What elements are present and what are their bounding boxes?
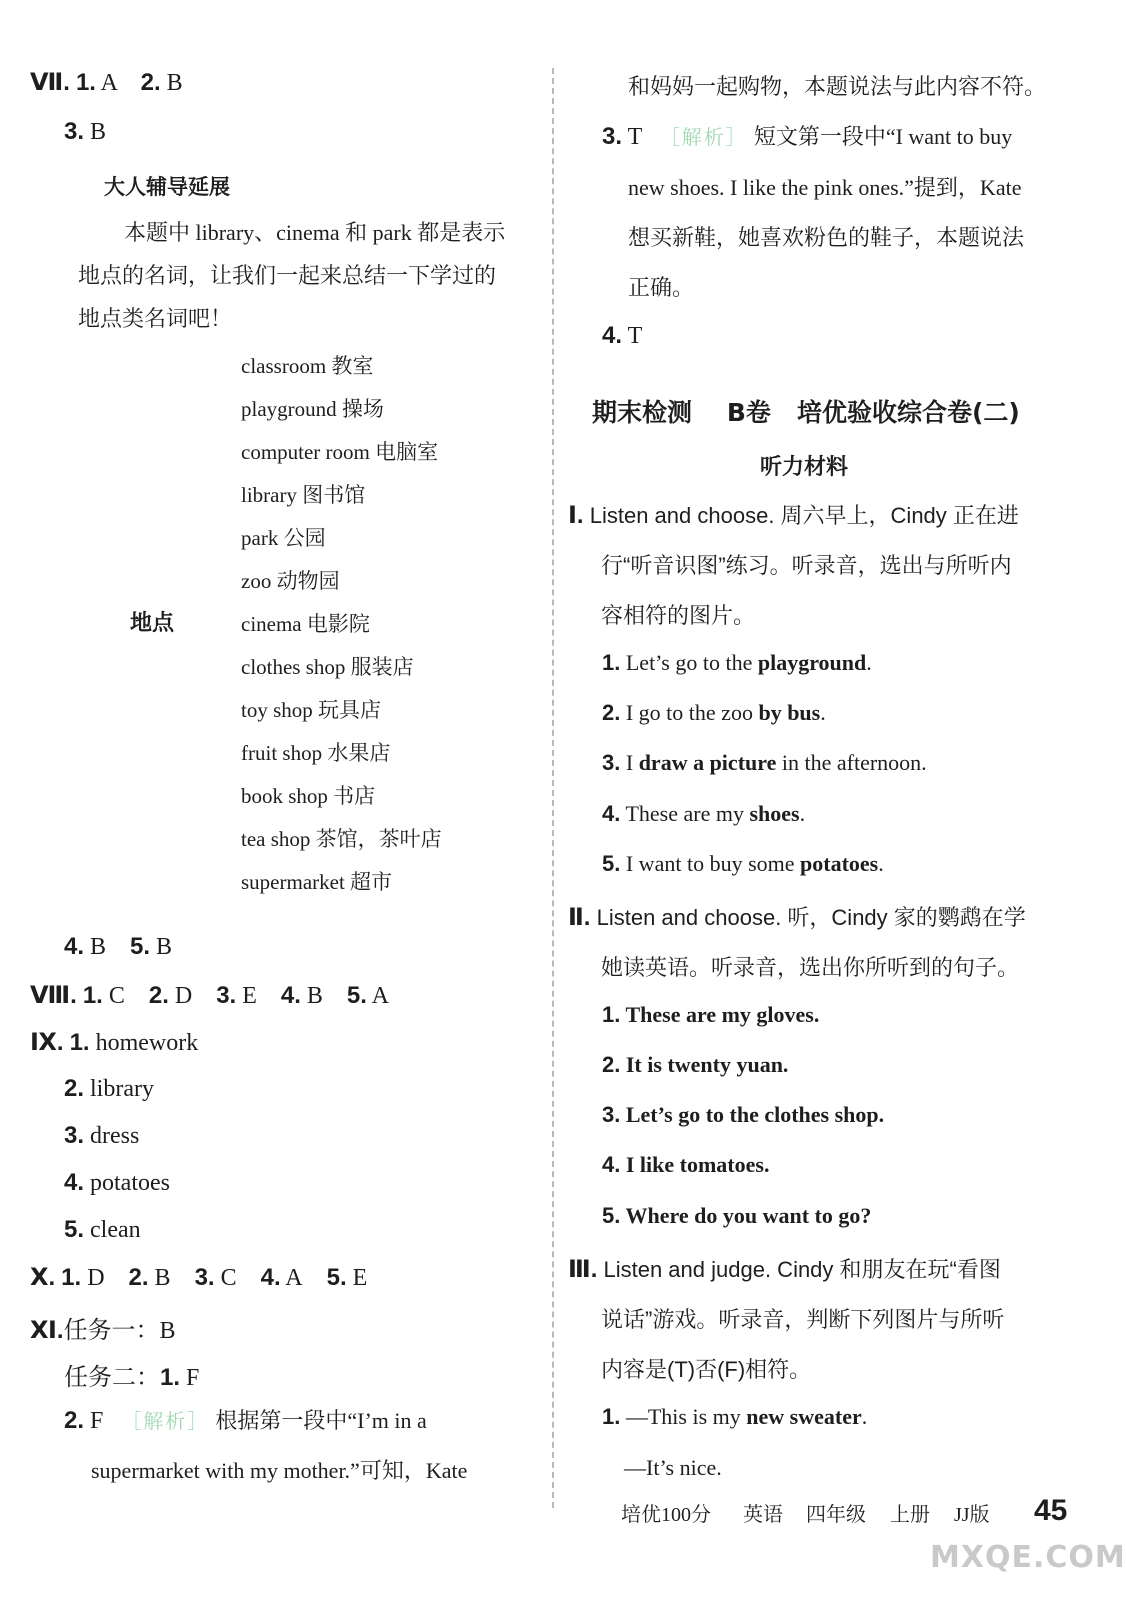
item-number: 3.: [602, 1102, 621, 1127]
item-number: 4.: [602, 801, 621, 826]
item-number: 2.: [140, 69, 161, 96]
list-item: book shop 书店: [241, 784, 376, 808]
list-item: [602, 1052, 788, 1078]
answer: C: [214, 1265, 237, 1291]
analysis-text-line: 想买新鞋，她喜欢粉色的鞋子，本题说法: [628, 225, 1025, 250]
list-item: [602, 801, 805, 827]
answer: A: [366, 983, 389, 1009]
list-item: classroom 教室: [241, 354, 374, 378]
analysis-tag: ［解析］: [659, 127, 748, 149]
item-number: 2.: [148, 982, 169, 1009]
item-number: 3.: [216, 982, 237, 1009]
section-3-instruction: [568, 1253, 1001, 1284]
answer: B: [150, 934, 173, 960]
category-label: 地点: [130, 611, 175, 636]
list-item: [602, 1203, 871, 1229]
item-number: 5.: [326, 1264, 347, 1291]
roman-numeral: Ⅷ.: [30, 982, 77, 1009]
sentence-text: .: [799, 801, 806, 826]
answer: C: [102, 983, 125, 1009]
analysis-text: 短文第一段中“I want to buy: [753, 124, 1013, 149]
answer: E: [346, 1265, 368, 1291]
guide-paragraph-line: 本题中 library、cinema 和 park 都是表示: [124, 220, 506, 245]
sentence-text: I want to buy some: [620, 851, 801, 876]
answer-line-10: [30, 1263, 367, 1292]
analysis-text-line: 正确。: [628, 275, 695, 300]
list-item: [602, 700, 826, 726]
keyword: by bus: [758, 700, 821, 725]
list-item: fruit shop 水果店: [241, 741, 391, 765]
item-number: 4.: [64, 1169, 85, 1196]
sentence-text: I: [620, 750, 639, 775]
keyword: shoes: [749, 801, 800, 826]
footer-volume: 上册: [890, 1504, 930, 1526]
item-number: 1.: [160, 1364, 181, 1391]
instruction-line: 内容是(T)否(F)相符。: [601, 1357, 812, 1382]
footer-grade: 四年级: [806, 1504, 866, 1526]
sentence-text: I like tomatoes.: [620, 1152, 770, 1177]
answer: A: [280, 1265, 303, 1291]
keyword: new sweater: [746, 1404, 862, 1429]
guide-heading: 大人辅导延展: [104, 175, 230, 199]
answer-line-7a: [30, 68, 183, 97]
list-item: [602, 750, 927, 776]
item-number: 2.: [128, 1264, 149, 1291]
item-number: 1.: [61, 1264, 82, 1291]
roman-numeral: Ⅶ.: [30, 69, 70, 96]
answer: B: [300, 983, 323, 1009]
footer-edition: JJ版: [954, 1504, 990, 1526]
answer: library: [84, 1076, 154, 1102]
answer: E: [236, 983, 257, 1009]
item-number: 5.: [346, 982, 367, 1009]
sentence-text: Let’s go to the: [620, 650, 758, 675]
answer: potatoes: [84, 1170, 170, 1196]
answer: A: [95, 70, 117, 96]
task-two-label: 任务二：: [64, 1365, 160, 1391]
answer-line-9-1: [30, 1028, 198, 1057]
list-item: [602, 1404, 867, 1430]
sentence-text: Let’s go to the clothes shop.: [620, 1102, 885, 1127]
list-item: playground 操场: [241, 397, 384, 421]
answer-line-11-2: [64, 1357, 199, 1392]
analysis-text-line: supermarket with my mother.”可知，Kate: [91, 1458, 468, 1483]
roman-numeral: Ⅰ.: [568, 502, 584, 529]
item-number: 3.: [64, 1122, 85, 1149]
list-item: [602, 1002, 819, 1028]
analysis-text-line: 和妈妈一起购物，本题说法与此内容不符。: [628, 74, 1047, 99]
analysis-text-line: new shoes. I like the pink ones.”提到，Kate: [628, 175, 1022, 200]
sentence-text: These are my: [620, 801, 750, 826]
list-item: zoo 动物园: [241, 569, 340, 593]
roman-numeral: Ⅱ.: [568, 904, 591, 931]
item-number: 3.: [602, 123, 623, 150]
answer-line-7b: [64, 118, 106, 146]
list-item: tea shop 茶馆，茶叶店: [241, 827, 442, 851]
item-number: 2.: [64, 1075, 85, 1102]
keyword: draw a picture: [638, 750, 777, 775]
instruction-line: 行“听音识图”练习。听录音，选出与所听内: [601, 553, 1012, 578]
item-number: 1.: [82, 982, 103, 1009]
item-number: 4.: [260, 1264, 281, 1291]
answer-line-9-5: [64, 1216, 141, 1244]
subheading: 听力材料: [760, 455, 849, 480]
item-number: 4.: [602, 322, 623, 349]
list-item: supermarket 超市: [241, 870, 393, 894]
answer: D: [168, 983, 193, 1009]
guide-paragraph-line: 地点的名词，让我们一起来总结一下学过的: [78, 263, 497, 288]
instruction-line: Listen and choose. 听，Cindy 家的鹦鹉在学: [596, 905, 1026, 930]
sentence-text: These are my gloves.: [620, 1002, 820, 1027]
item-number: 5.: [602, 851, 621, 876]
list-item: cinema 电影院: [241, 612, 370, 636]
item-number: 4.: [64, 933, 85, 960]
instruction-line: 容相符的图片。: [601, 603, 756, 628]
item-number: 1.: [75, 69, 96, 96]
item-number: 5.: [64, 1216, 85, 1243]
answer-line-r4: [602, 322, 642, 350]
answer-line-9-4: [64, 1169, 170, 1197]
item-number: 5.: [130, 933, 151, 960]
list-item: library 图书馆: [241, 483, 366, 507]
list-item: clothes shop 服装店: [241, 655, 414, 679]
list-item: [602, 650, 872, 676]
item-number: 2.: [602, 1052, 621, 1077]
sentence-text: .: [820, 700, 826, 725]
answer: homework: [89, 1030, 199, 1056]
answer: D: [81, 1265, 105, 1291]
item-number: 2.: [602, 700, 621, 725]
item-number: 3.: [64, 118, 85, 145]
item-number: 1.: [69, 1029, 90, 1056]
item-number: 3.: [194, 1264, 215, 1291]
roman-numeral: Ⅸ.: [30, 1029, 64, 1056]
sentence-text: .: [861, 1404, 868, 1429]
list-item: [602, 1152, 769, 1178]
list-item: [602, 851, 884, 877]
list-item: toy shop 玩具店: [241, 698, 382, 722]
sentence-text: Where do you want to go?: [620, 1203, 872, 1228]
sentence-text: .: [866, 650, 872, 675]
sentence-text: .: [878, 851, 884, 876]
sentence-text: in the afternoon.: [776, 750, 927, 775]
answer: B: [84, 119, 107, 145]
sentence-text: —This is my: [620, 1404, 747, 1429]
roman-numeral: Ⅲ.: [568, 1256, 598, 1283]
instruction-line: Listen and choose. 周六早上，Cindy 正在进: [589, 503, 1019, 528]
item-number: 1.: [602, 1404, 621, 1429]
answer-line-9-3: [64, 1122, 139, 1150]
answer-line-r3: [602, 120, 1012, 151]
keyword: playground: [757, 650, 867, 675]
column-divider: [552, 68, 554, 1508]
section-1-instruction: [568, 499, 1019, 530]
section-title: 期末检测 B卷 培优验收综合卷(二): [592, 398, 1020, 427]
answer: F: [180, 1365, 200, 1391]
roman-numeral: Ⅹ.: [30, 1264, 56, 1291]
sentence-text: It is twenty yuan.: [620, 1052, 789, 1077]
page-number: 45: [1034, 1494, 1068, 1527]
analysis-text: 根据第一段中“I’m in a: [215, 1408, 427, 1433]
answer: B: [148, 1265, 171, 1291]
answer-line-9-2: [64, 1075, 154, 1103]
footer-subject: 英语: [743, 1504, 783, 1526]
list-item: park 公园: [241, 526, 326, 550]
instruction-line: 她读英语。听录音，选出你所听到的句子。: [601, 955, 1020, 980]
answer: dress: [84, 1123, 140, 1149]
instruction-line: 说话”游戏。听录音，判断下列图片与所听: [601, 1307, 1005, 1332]
item-number: 1.: [602, 650, 621, 675]
answer: clean: [84, 1217, 141, 1243]
item-number: 4.: [280, 982, 301, 1009]
answer-line-11-1: [30, 1310, 176, 1345]
answer-line-8: [30, 981, 389, 1010]
guide-paragraph-line: 地点类名词吧！: [78, 306, 233, 331]
roman-numeral: Ⅺ.: [30, 1317, 64, 1344]
sentence-text: I go to the zoo: [620, 700, 759, 725]
instruction-line: Listen and judge. Cindy 和朋友在玩“看图: [603, 1257, 1001, 1282]
footer-book: 培优100分: [621, 1504, 711, 1526]
task-one: 任务一：B: [63, 1318, 176, 1344]
item-number: 5.: [602, 1203, 621, 1228]
list-item: [602, 1102, 884, 1128]
answer: B: [160, 70, 183, 96]
item-number: 2.: [64, 1407, 85, 1434]
item-number: 3.: [602, 750, 621, 775]
reply-line: —It’s nice.: [624, 1455, 722, 1480]
keyword: potatoes: [800, 851, 879, 876]
analysis-tag: ［解析］: [121, 1411, 210, 1433]
item-number: 4.: [602, 1152, 621, 1177]
answer: T: [622, 323, 643, 349]
answer: T: [622, 124, 642, 150]
answer-line-7c: [64, 933, 172, 961]
answer: B: [84, 934, 107, 960]
answer: F: [84, 1408, 104, 1434]
watermark-text: MXQE.COM: [930, 1540, 1126, 1575]
answer-line-11-3: [64, 1404, 427, 1435]
item-number: 1.: [602, 1002, 621, 1027]
section-2-instruction: [568, 901, 1026, 932]
list-item: computer room 电脑室: [241, 440, 439, 464]
